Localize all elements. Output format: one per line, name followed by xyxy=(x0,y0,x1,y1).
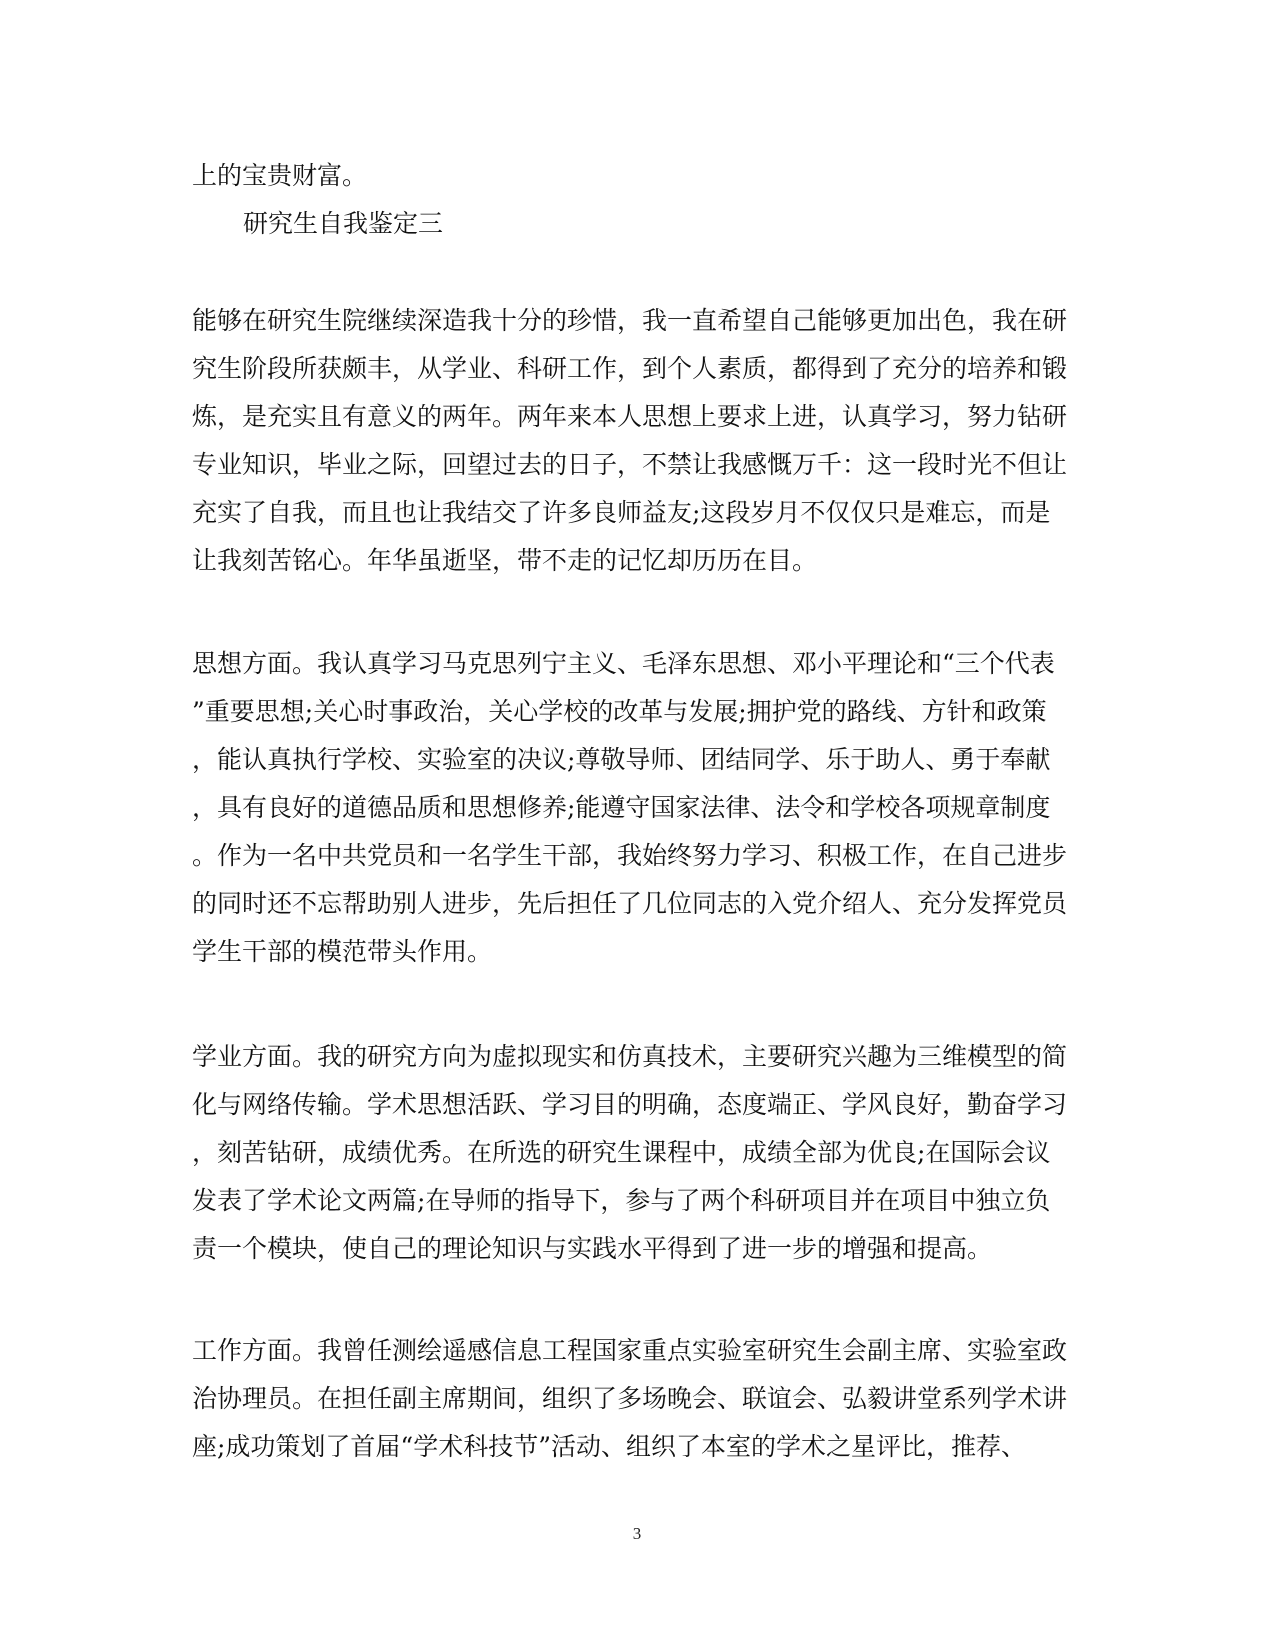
paragraph-continuation xyxy=(192,152,1072,200)
text-line: 思想方面。我认真学习马克思列宁主义、毛泽东思想、邓小平理论和“三个代表 xyxy=(192,649,1055,678)
text-line: 。作为一名中共党员和一名学生干部，我始终努力学习、积极工作，在自己进步 xyxy=(192,841,1068,870)
text-line: 发表了学术论文两篇;在导师的指导下，参与了两个科研项目并在项目中独立负 xyxy=(192,1186,1051,1215)
text-line: ”重要思想;关心时事政治，关心学校的改革与发展;拥护党的路线、方针和政策 xyxy=(192,697,1047,726)
text-line: 化与网络传输。学术思想活跃、学习目的明确，态度端正、学风良好，勤奋学习 xyxy=(192,1090,1068,1119)
paragraph-study xyxy=(192,1033,1072,1273)
text-line: 学生干部的模范带头作用。 xyxy=(192,937,493,966)
text-line: 能够在研究生院继续深造我十分的珍惜，我一直希望自己能够更加出色，我在研 xyxy=(192,306,1068,335)
text-line: 上的宝贵财富。 xyxy=(192,161,368,190)
paragraph-thought xyxy=(192,640,1072,976)
text-line: 座;成功策划了首届“学术科技节”活动、组织了本室的学术之星评比，推荐、 xyxy=(192,1432,1026,1461)
text-line: 究生阶段所获颇丰，从学业、科研工作，到个人素质，都得到了充分的培养和锻 xyxy=(192,354,1068,383)
text-line: 专业知识，毕业之际，回望过去的日子，不禁让我感慨万千：这一段时光不但让 xyxy=(192,450,1068,479)
text-line: 工作方面。我曾任测绘遥感信息工程国家重点实验室研究生会副主席、实验室政 xyxy=(192,1336,1068,1365)
page-number: 3 xyxy=(632,1524,642,1543)
paragraph-work xyxy=(192,1327,1072,1471)
text-line: ，刻苦钻研，成绩优秀。在所选的研究生课程中，成绩全部为优良;在国际会议 xyxy=(192,1138,1051,1167)
text-line: 责一个模块，使自己的理论知识与实践水平得到了进一步的增强和提高。 xyxy=(192,1234,993,1263)
text-line: 的同时还不忘帮助别人进步，先后担任了几位同志的入党介绍人、充分发挥党员 xyxy=(192,889,1068,918)
text-line: 炼，是充实且有意义的两年。两年来本人思想上要求上进，认真学习，努力钻研 xyxy=(192,402,1068,431)
text-line: 学业方面。我的研究方向为虚拟现实和仿真技术，主要研究兴趣为三维模型的简 xyxy=(192,1042,1068,1071)
text-line: 治协理员。在担任副主席期间，组织了多场晚会、联谊会、弘毅讲堂系列学术讲 xyxy=(192,1384,1068,1413)
text-line: ，能认真执行学校、实验室的决议;尊敬导师、团结同学、乐于助人、勇于奉献 xyxy=(192,745,1051,774)
paragraph-intro xyxy=(192,297,1072,585)
text-line: 充实了自我，而且也让我结交了许多良师益友;这段岁月不仅仅只是难忘，而是 xyxy=(192,498,1051,527)
section-heading: 研究生自我鉴定三 xyxy=(243,209,444,238)
text-line: 让我刻苦铭心。年华虽逝坚，带不走的记忆却历历在目。 xyxy=(192,546,818,575)
text-line: ，具有良好的道德品质和思想修养;能遵守国家法律、法令和学校各项规章制度 xyxy=(192,793,1051,822)
